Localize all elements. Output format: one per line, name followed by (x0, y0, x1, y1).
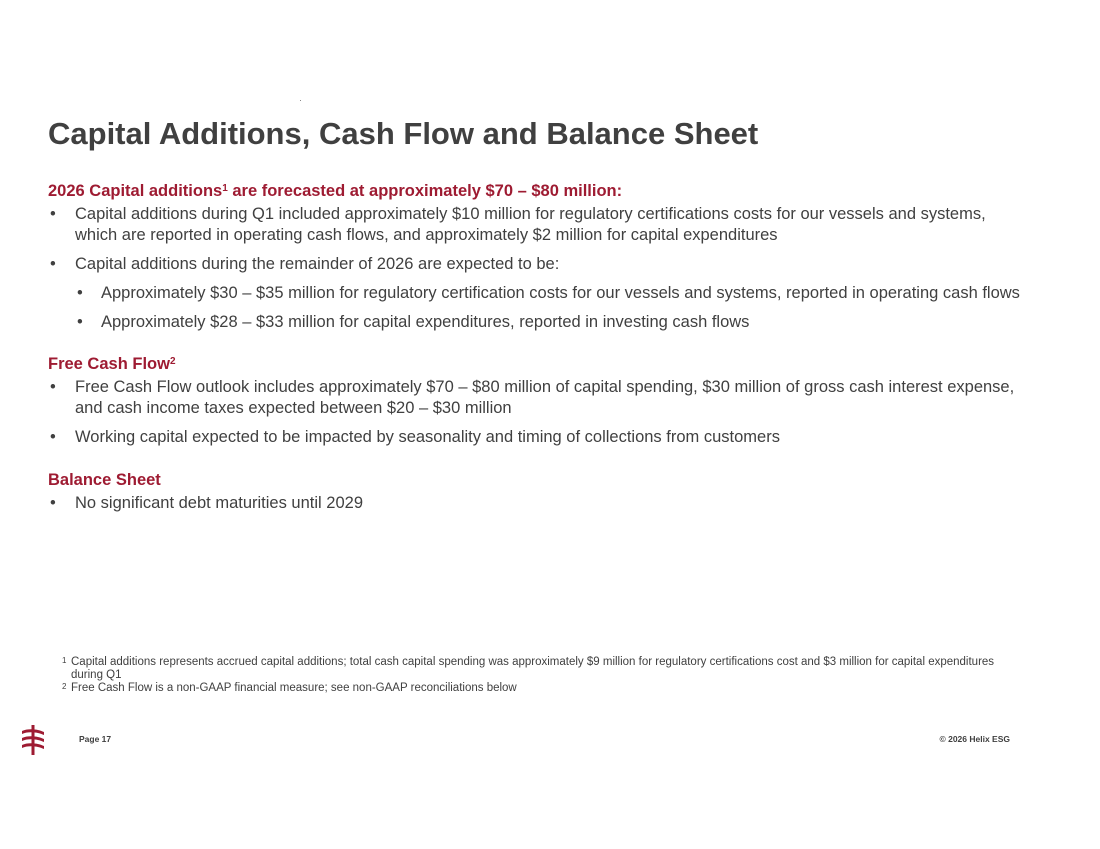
stray-dot (300, 100, 301, 101)
capex-sub-bullet-capex: • Approximately $28 – $33 million for capital expenditures, reported in investing cash flows (75, 312, 1028, 333)
fcf-heading: Free Cash Flow$^2$ (48, 355, 176, 373)
capex-bullet-remainder: • Capital additions during the remainder of 2026 are expected to be: • Approximately $30 – $35 million for regulatory certification costs for our vessels and systems, reported in operating cash flows • Approximately $28 – $33 million for capital expenditures, reported in investing cash flows (48, 254, 1028, 333)
capex-bullets (48, 204, 1028, 333)
footnote-ref-2: 2 (169, 356, 176, 367)
copyright: © 2026 Helix ESG (939, 734, 1010, 744)
footnotes (62, 656, 1012, 695)
fcf-bullets (48, 377, 1028, 448)
capex-heading: 2026 Capital additions$^1$ are forecasted at approximately $70 – $80 million: (48, 182, 623, 200)
slide-content (48, 180, 1028, 522)
footnote-ref-1: 1 (222, 183, 228, 194)
balance-bullet-debt: • No significant debt maturities until 2029 (48, 493, 1028, 514)
page-title: Capital Additions, Cash Flow and Balance Sheet (48, 116, 759, 151)
fcf-bullet-working-capital: • Working capital expected to be impacted by seasonality and timing of collections from customers (48, 427, 1028, 448)
helix-logo-icon (20, 725, 46, 755)
page-number: Page 17 (79, 734, 112, 744)
balance-bullets (48, 493, 1028, 514)
footnote-1: 1 Capital additions represents accrued capital additions; total cash capital spending was approximately $9 million for regulatory certifications cost and $3 million for capital expenditures during Q1 (62, 656, 995, 681)
capex-sub-bullet-regulatory: • Approximately $30 – $35 million for regulatory certification costs for our vessels and systems, reported in operating cash flows (75, 283, 1028, 304)
capex-sub-bullets (75, 283, 1028, 333)
fcf-bullet-outlook: • Free Cash Flow outlook includes approximately $70 – $80 million of capital spending, $30 million of gross cash interest expense, and cash income taxes expected between $20 – $30 million (48, 377, 1028, 419)
balance-sheet-heading: Balance Sheet (48, 471, 161, 489)
capex-bullet-q1: • Capital additions during Q1 included approximately $10 million for regulatory certifications costs for our vessels and systems, which are reported in operating cash flows, and approximately $2 million for capital expenditures (48, 204, 1028, 246)
footnote-2: 2 Free Cash Flow is a non-GAAP financial measure; see non-GAAP reconciliations below (62, 682, 517, 694)
